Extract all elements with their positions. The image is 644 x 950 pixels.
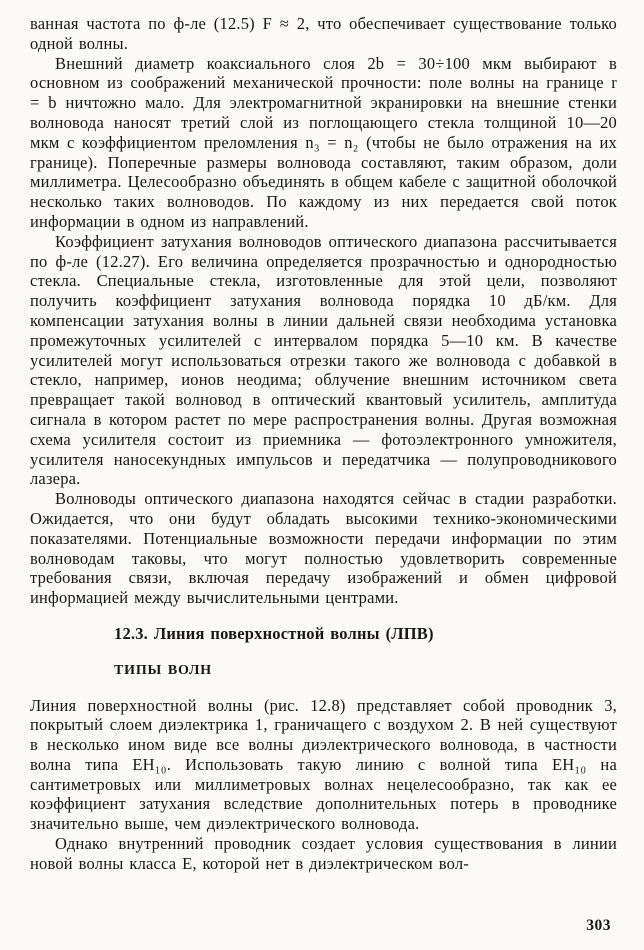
section-heading: 12.3. Линия поверхностной волны (ЛПВ): [114, 623, 434, 643]
paragraph: Волноводы оптического диапазона находятся сейчас в стадии разработки. Ожидается, что они будут обладать высокими технико-экономическими показателями. Потенциальные возможности передачи информации по этим волноводам таковы, что могут полностью удовлетворить современные требования связи, включая передачу изображений и обмен цифровой информацией между вычислительными центрами.: [30, 489, 617, 608]
paragraph-continuation: ванная частота по ф-ле (12.5) F ≈ 2, что обеспечивает существование только одной волны.: [30, 14, 617, 53]
paragraph: Однако внутренний проводник создает условия существования в линии новой волны класса E, которой нет в диэлектрическом вол-: [30, 834, 617, 873]
paragraph: Коэффициент затухания волноводов оптического диапазона рассчитывается по ф-ле (12.27). Его величина определяется прозрачностью и однородностью стекла. Специальные стекла, изготовленные для этой цели, позволяют получить коэффициент затухания волновода порядка 10 дБ/км. Для компенсации затухания волны в линии дальней связи необходима установка промежуточных усилителей с интервалом порядка 5—10 км. В качестве усилителей могут использоваться отрезки такого же волновода с добавкой в стекло, например, ионов неодима; облучение внешним источником света превращает такой волновод в оптический квантовый усилитель, амплитуда сигнала в котором растет по мере распространения волны. Другая возможная схема усилителя состоит из приемника — фотоэлектронного умножителя, усилителя наносекундных импульсов и передатчика — полупроводникового лазера.: [30, 231, 617, 489]
subsection-heading: ТИПЫ ВОЛН: [114, 662, 212, 678]
paragraph: Внешний диаметр коаксиального слоя 2b = 30÷100 мкм выбирают в основном из соображений механической прочности: поле волны на границе r = b ничтожно мало. Для электромагнитной экранировки на внешние стенки волновода наносят третий слой из поглощающего стекла толщиной 10—20 мкм с коэффициентом преломления n₃ = n₂ (чтобы не было отражения на их границе). Поперечные размеры волновода составляют, таким образом, доли миллиметра. Целесообразно объединять в общем кабеле с защитной оболочкой несколько таких волноводов. По каждому из них передается свой поток информации в одном из направлений.: [30, 53, 617, 231]
paragraph: Линия поверхностной волны (рис. 12.8) представляет собой проводник 3, покрытый слоем диэлектрика 1, граничащего с воздухом 2. В ней существуют в несколько ином виде все волны диэлектрического волновода, в частности волна типа EH₁₀. Использовать такую линию с волной типа EH₁₀ на сантиметровых или миллиметровых волнах нецелесообразно, так как ее коэффициент затухания вследствие дополнительных потерь в проводнике значительно выше, чем диэлектрического волновода.: [30, 695, 617, 834]
page-number: 303: [586, 917, 611, 935]
